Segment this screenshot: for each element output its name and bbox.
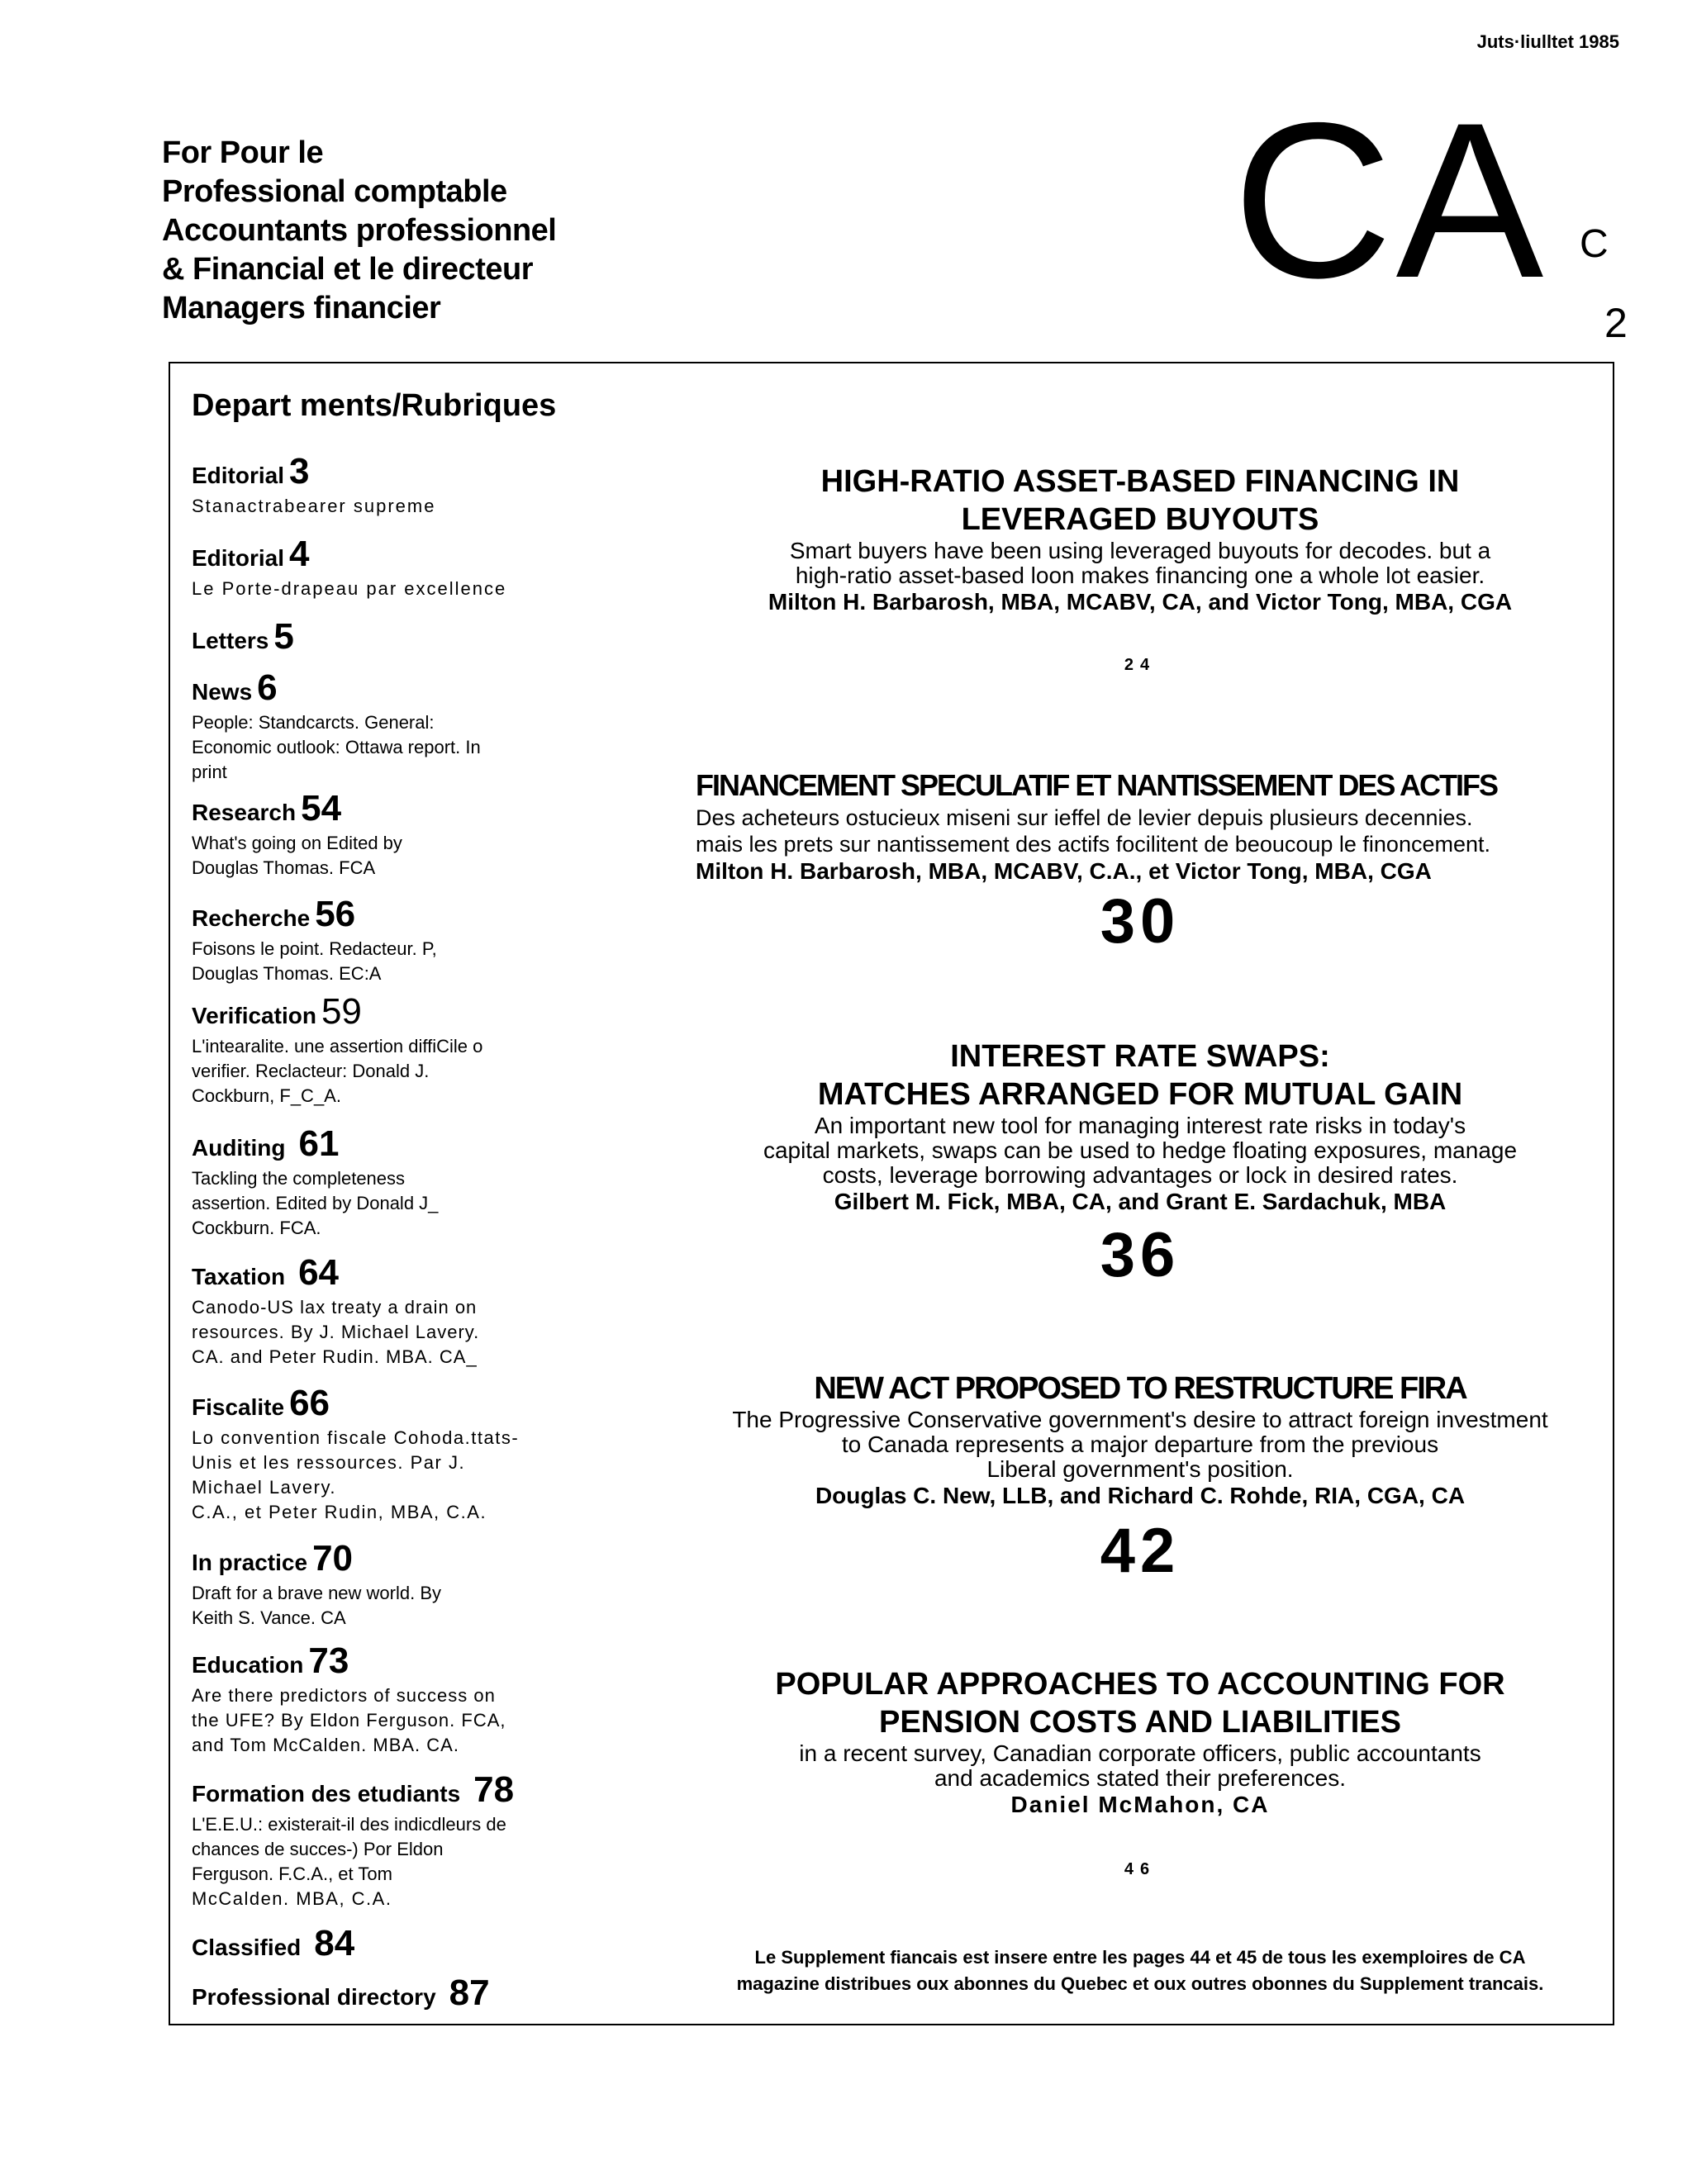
dept-page: 3	[289, 451, 310, 491]
dept-desc: Canodo-US lax treaty a drain on resources. By J. Michael Lavery. CA. and Peter Rudin. MBA. CA_	[192, 1297, 480, 1367]
dept-item[interactable]	[192, 894, 437, 986]
dept-desc: Tackling the completeness assertion. Edited by Donald J_ Cockburn. FCA.	[192, 1168, 439, 1238]
dept-item[interactable]	[192, 534, 506, 601]
article-authors: Douglas C. New, LLB, and Richard C. Rohde, RIA, CGA, CA	[815, 1483, 1466, 1508]
issue-date: Juts·liulltet 1985	[1476, 31, 1619, 52]
dept-page: 54	[301, 788, 342, 828]
article-desc: Smart buyers have been using leveraged buyouts for decodes. but a high-ratio asset-based loon makes financing one a whole lot easier.	[789, 538, 1491, 588]
article-desc: in a recent survey, Canadian corporate officers, public accountants and academics stated their preferences.	[799, 1740, 1481, 1791]
supplement-note-line: magazine distribues oux abonnes du Quebec et oux outres obonnes du Supplement trancais.	[736, 1973, 1544, 1994]
article-headline: HIGH-RATIO ASSET-BASED FINANCING IN LEVERAGED BUYOUTS	[820, 464, 1460, 537]
article-page-number: 46	[1124, 1860, 1157, 1878]
dept-item[interactable]	[192, 616, 294, 658]
dept-page: 59	[321, 991, 362, 1032]
dept-item[interactable]	[192, 991, 482, 1109]
dept-desc: What's going on Edited by Douglas Thomas. FCA	[192, 833, 402, 878]
article-authors: Daniel McMahon, CA	[1010, 1792, 1270, 1817]
supplement-note-line: Le Supplement fiancais est insere entre les pages 44 et 45 de tous les exemploires de CA	[754, 1947, 1526, 1968]
dept-page: 84	[314, 1923, 355, 1963]
dept-desc: Stanactrabearer supreme	[192, 496, 436, 516]
article-page-number: 30	[1100, 886, 1181, 957]
article-page-number: 42	[1100, 1516, 1181, 1586]
tagline	[162, 134, 556, 328]
dept-item[interactable]	[192, 1383, 519, 1525]
feature-article[interactable]	[686, 1665, 1595, 1819]
article-desc: The Progressive Conservative government's desire to attract foreign investment to Canada represents a major departure from the previous Liberal government's position.	[732, 1407, 1548, 1482]
article-desc: Des acheteurs ostucieux miseni sur ieffel de levier depuis plusieurs decennies. mais les prets sur nantissement des actifs focilitent de beoucoup le finoncement.	[696, 805, 1491, 857]
dept-item[interactable]	[192, 1538, 441, 1631]
dept-page: 66	[289, 1383, 330, 1423]
dept-item[interactable]	[192, 667, 481, 785]
dept-desc: Are there predictors of success on the UFE? By Eldon Ferguson. FCA, and Tom McCalden. MBA. CA.	[192, 1685, 506, 1755]
dept-name: In practice	[192, 1550, 308, 1575]
dept-name: Fiscalite	[192, 1394, 285, 1420]
feature-article[interactable]	[686, 1037, 1595, 1216]
dept-desc: Draft for a brave new world. By Keith S. Vance. CA	[192, 1583, 442, 1628]
dept-item[interactable]	[192, 1252, 479, 1370]
logo-small-c: C	[1580, 222, 1609, 266]
dept-name: Recherche	[192, 905, 311, 931]
article-authors: Milton H. Barbarosh, MBA, MCABV, C.A., et Victor Tong, MBA, CGA	[696, 858, 1432, 884]
dept-item[interactable]	[192, 1923, 354, 1964]
dept-page: 56	[315, 894, 356, 934]
dept-page: 78	[473, 1769, 515, 1810]
feature-article[interactable]	[686, 463, 1595, 616]
dept-name: News	[192, 679, 253, 705]
dept-desc: L'E.E.U.: existerait-il des indicdleurs de chances de succes-) Por Eldon Ferguson. F.C.A., et Tom McCalden. MBA, C.A.	[192, 1814, 506, 1909]
departments-title: Depart ments/Rubriques	[192, 388, 557, 423]
article-headline: NEW ACT PROPOSED TO RESTRUCTURE FIRA	[814, 1371, 1466, 1406]
tagline-line: Managers financier	[162, 291, 441, 325]
dept-name: Taxation	[192, 1264, 286, 1289]
tagline-line: & Financial et le directeur	[162, 252, 533, 287]
article-headline: FINANCEMENT SPECULATIF ET NANTISSEMENT DES ACTIFS	[696, 768, 1498, 802]
dept-name: Editorial	[192, 545, 285, 571]
dept-page: 64	[298, 1252, 340, 1293]
dept-name: Letters	[192, 628, 269, 653]
article-page-number: 24	[1124, 656, 1157, 674]
article-headline: POPULAR APPROACHES TO ACCOUNTING FOR PENSION COSTS AND LIABILITIES	[775, 1667, 1505, 1740]
dept-name: Education	[192, 1652, 304, 1678]
dept-desc: Le Porte-drapeau par excellence	[192, 578, 507, 599]
magazine-logo: CA	[1233, 76, 1547, 324]
dept-item[interactable]	[192, 451, 435, 519]
dept-item[interactable]	[192, 1640, 506, 1758]
dept-page: 70	[312, 1538, 354, 1579]
tagline-line: Professional comptable	[162, 174, 507, 209]
dept-desc: People: Standcarcts. General: Economic outlook: Ottawa report. In print	[192, 712, 481, 782]
article-authors: Gilbert M. Fick, MBA, CA, and Grant E. Sardachuk, MBA	[834, 1189, 1447, 1214]
article-desc: An important new tool for managing interest rate risks in today's capital markets, swaps can be used to hedge floating exposures, manage costs, leverage borrowing advantages or lock in desired rates.	[763, 1113, 1518, 1188]
dept-page: 73	[308, 1640, 349, 1681]
dept-page: 4	[289, 534, 310, 574]
dept-page: 5	[273, 616, 294, 657]
tagline-line: Accountants professionnel	[162, 213, 557, 248]
dept-page: 87	[449, 1973, 490, 2013]
dept-item[interactable]	[192, 1769, 514, 1911]
dept-item[interactable]	[192, 1973, 490, 2014]
feature-article[interactable]	[686, 1370, 1595, 1510]
dept-page: 6	[257, 667, 278, 708]
dept-desc: L'intearalite. une assertion diffiCile o verifier. Reclacteur: Donald J. Cockburn, F_C_A.	[192, 1036, 483, 1106]
dept-name: Classified	[192, 1935, 302, 1960]
dept-name: Auditing	[192, 1135, 286, 1161]
logo-small-2: 2	[1604, 300, 1628, 346]
dept-name: Verification	[192, 1003, 316, 1028]
dept-item[interactable]	[192, 1123, 438, 1241]
dept-name: Editorial	[192, 463, 285, 488]
dept-name: Professional directory	[192, 1984, 436, 2010]
supplement-note	[686, 1944, 1595, 1997]
dept-desc: Lo convention fiscale Cohoda.ttats- Unis et les ressources. Par J. Michael Lavery. C.A., et Peter Rudin, MBA, C.A.	[192, 1427, 520, 1522]
tagline-line: For Pour le	[162, 135, 324, 170]
feature-article[interactable]	[696, 767, 1613, 885]
dept-name: Formation des etudiants	[192, 1781, 461, 1807]
article-page-number: 36	[1100, 1220, 1181, 1290]
dept-page: 61	[298, 1123, 340, 1164]
article-headline: INTEREST RATE SWAPS: MATCHES ARRANGED FOR MUTUAL GAIN	[817, 1039, 1463, 1112]
article-authors: Milton H. Barbarosh, MBA, MCABV, CA, and Victor Tong, MBA, CGA	[768, 589, 1513, 615]
dept-name: Research	[192, 800, 297, 825]
dept-desc: Foisons le point. Redacteur. P, Douglas Thomas. EC:A	[192, 938, 437, 984]
dept-item[interactable]	[192, 788, 402, 881]
